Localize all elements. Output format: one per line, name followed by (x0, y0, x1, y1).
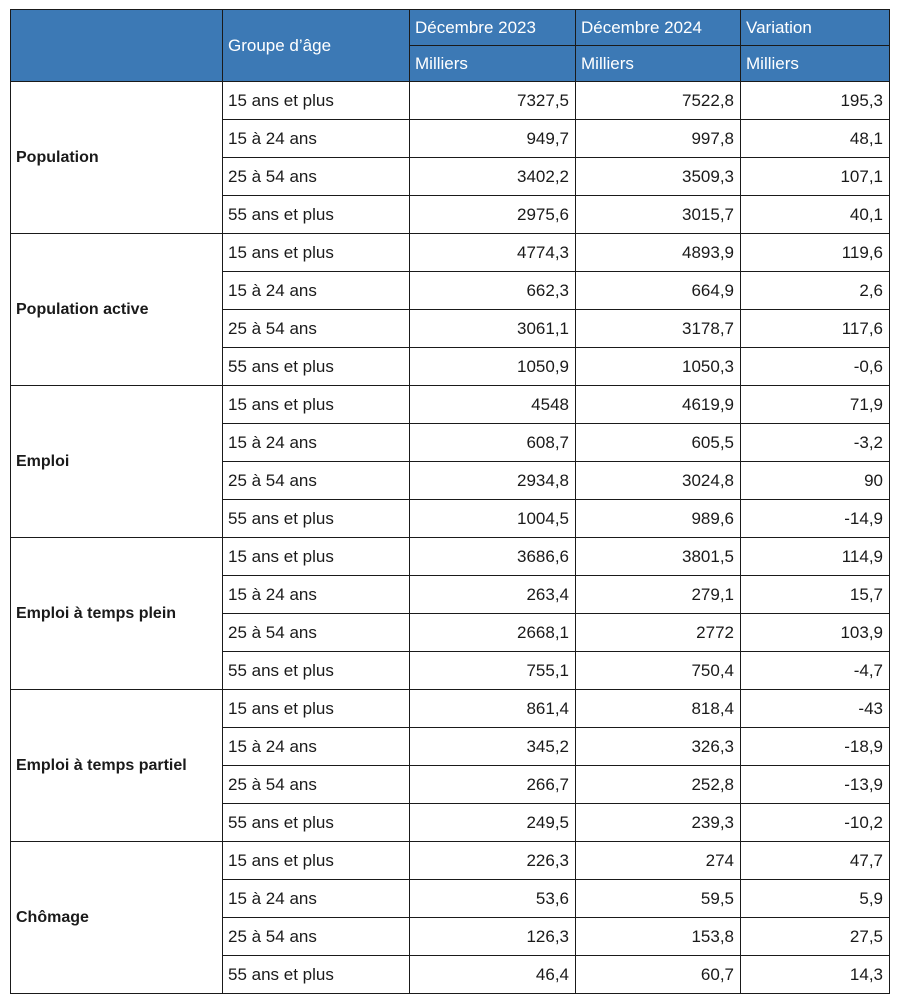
value-dec2023-cell: 266,7 (410, 766, 576, 804)
value-dec2023-cell: 345,2 (410, 728, 576, 766)
value-dec2024-cell: 4893,9 (576, 234, 741, 272)
value-variation-cell: -13,9 (741, 766, 890, 804)
value-dec2023-cell: 3402,2 (410, 158, 576, 196)
value-variation-cell: 103,9 (741, 614, 890, 652)
age-group-cell: 15 à 24 ans (223, 880, 410, 918)
table-header (11, 10, 890, 82)
age-group-cell: 15 ans et plus (223, 690, 410, 728)
value-dec2024-cell: 989,6 (576, 500, 741, 538)
age-group-cell: 15 ans et plus (223, 842, 410, 880)
age-group-cell: 15 à 24 ans (223, 576, 410, 614)
value-dec2024-cell: 3015,7 (576, 196, 741, 234)
value-dec2023-cell: 263,4 (410, 576, 576, 614)
value-variation-cell: 117,6 (741, 310, 890, 348)
value-variation-cell: 114,9 (741, 538, 890, 576)
value-variation-cell: -14,9 (741, 500, 890, 538)
value-dec2024-cell: 997,8 (576, 120, 741, 158)
value-dec2023-cell: 4548 (410, 386, 576, 424)
header-blank-cell (11, 10, 223, 82)
value-dec2023-cell: 949,7 (410, 120, 576, 158)
value-dec2024-cell: 3024,8 (576, 462, 741, 500)
value-variation-cell: 40,1 (741, 196, 890, 234)
value-variation-cell: 107,1 (741, 158, 890, 196)
value-dec2023-cell: 53,6 (410, 880, 576, 918)
header-row-titles (11, 10, 890, 46)
value-dec2024-cell: 274 (576, 842, 741, 880)
value-dec2024-cell: 326,3 (576, 728, 741, 766)
value-variation-cell: 47,7 (741, 842, 890, 880)
value-variation-cell: 71,9 (741, 386, 890, 424)
unit-dec2024: Milliers (576, 46, 741, 82)
table-body (11, 82, 890, 994)
age-group-cell: 15 ans et plus (223, 82, 410, 120)
value-variation-cell: -3,2 (741, 424, 890, 462)
category-label: Emploi (11, 386, 223, 538)
header-variation: Variation (741, 10, 890, 46)
table-row (11, 690, 890, 728)
table-row (11, 82, 890, 120)
age-group-cell: 55 ans et plus (223, 804, 410, 842)
value-dec2024-cell: 252,8 (576, 766, 741, 804)
value-variation-cell: -0,6 (741, 348, 890, 386)
value-variation-cell: 48,1 (741, 120, 890, 158)
value-dec2023-cell: 3686,6 (410, 538, 576, 576)
value-dec2023-cell: 662,3 (410, 272, 576, 310)
value-variation-cell: -10,2 (741, 804, 890, 842)
age-group-cell: 25 à 54 ans (223, 614, 410, 652)
value-dec2024-cell: 3509,3 (576, 158, 741, 196)
table-container (10, 9, 890, 994)
age-group-cell: 55 ans et plus (223, 956, 410, 994)
value-dec2024-cell: 1050,3 (576, 348, 741, 386)
value-dec2024-cell: 664,9 (576, 272, 741, 310)
category-label: Emploi à temps plein (11, 538, 223, 690)
value-variation-cell: 195,3 (741, 82, 890, 120)
age-group-cell: 15 ans et plus (223, 538, 410, 576)
table-row (11, 842, 890, 880)
value-variation-cell: -43 (741, 690, 890, 728)
age-group-cell: 55 ans et plus (223, 500, 410, 538)
value-dec2024-cell: 3801,5 (576, 538, 741, 576)
value-dec2023-cell: 3061,1 (410, 310, 576, 348)
header-age-group: Groupe d’âge (223, 10, 410, 82)
header-dec2023: Décembre 2023 (410, 10, 576, 46)
value-dec2023-cell: 1050,9 (410, 348, 576, 386)
category-label: Population active (11, 234, 223, 386)
value-dec2023-cell: 2934,8 (410, 462, 576, 500)
table-row (11, 538, 890, 576)
age-group-cell: 15 à 24 ans (223, 424, 410, 462)
value-dec2024-cell: 3178,7 (576, 310, 741, 348)
value-dec2023-cell: 4774,3 (410, 234, 576, 272)
value-variation-cell: 90 (741, 462, 890, 500)
value-dec2023-cell: 2975,6 (410, 196, 576, 234)
value-variation-cell: 119,6 (741, 234, 890, 272)
value-dec2024-cell: 605,5 (576, 424, 741, 462)
age-group-cell: 25 à 54 ans (223, 918, 410, 956)
age-group-cell: 15 à 24 ans (223, 120, 410, 158)
value-dec2023-cell: 249,5 (410, 804, 576, 842)
value-dec2024-cell: 4619,9 (576, 386, 741, 424)
table-row (11, 386, 890, 424)
age-group-cell: 25 à 54 ans (223, 310, 410, 348)
age-group-cell: 15 ans et plus (223, 234, 410, 272)
age-group-cell: 25 à 54 ans (223, 158, 410, 196)
value-dec2024-cell: 239,3 (576, 804, 741, 842)
value-variation-cell: 14,3 (741, 956, 890, 994)
age-group-cell: 25 à 54 ans (223, 766, 410, 804)
unit-dec2023: Milliers (410, 46, 576, 82)
value-dec2024-cell: 60,7 (576, 956, 741, 994)
value-variation-cell: 5,9 (741, 880, 890, 918)
value-dec2024-cell: 279,1 (576, 576, 741, 614)
value-dec2023-cell: 126,3 (410, 918, 576, 956)
value-variation-cell: -4,7 (741, 652, 890, 690)
value-dec2023-cell: 7327,5 (410, 82, 576, 120)
header-dec2024: Décembre 2024 (576, 10, 741, 46)
age-group-cell: 15 ans et plus (223, 386, 410, 424)
value-dec2024-cell: 59,5 (576, 880, 741, 918)
value-dec2024-cell: 2772 (576, 614, 741, 652)
value-dec2023-cell: 1004,5 (410, 500, 576, 538)
value-dec2024-cell: 750,4 (576, 652, 741, 690)
value-dec2024-cell: 818,4 (576, 690, 741, 728)
table-row (11, 234, 890, 272)
value-dec2024-cell: 153,8 (576, 918, 741, 956)
labour-force-table (10, 9, 890, 994)
category-label: Emploi à temps partiel (11, 690, 223, 842)
unit-variation: Milliers (741, 46, 890, 82)
value-variation-cell: 2,6 (741, 272, 890, 310)
age-group-cell: 15 à 24 ans (223, 728, 410, 766)
age-group-cell: 55 ans et plus (223, 348, 410, 386)
value-dec2023-cell: 226,3 (410, 842, 576, 880)
value-variation-cell: 27,5 (741, 918, 890, 956)
value-dec2024-cell: 7522,8 (576, 82, 741, 120)
value-variation-cell: -18,9 (741, 728, 890, 766)
value-dec2023-cell: 2668,1 (410, 614, 576, 652)
category-label: Chômage (11, 842, 223, 994)
age-group-cell: 15 à 24 ans (223, 272, 410, 310)
age-group-cell: 55 ans et plus (223, 196, 410, 234)
age-group-cell: 25 à 54 ans (223, 462, 410, 500)
value-dec2023-cell: 608,7 (410, 424, 576, 462)
value-dec2023-cell: 755,1 (410, 652, 576, 690)
value-dec2023-cell: 46,4 (410, 956, 576, 994)
value-dec2023-cell: 861,4 (410, 690, 576, 728)
category-label: Population (11, 82, 223, 234)
age-group-cell: 55 ans et plus (223, 652, 410, 690)
value-variation-cell: 15,7 (741, 576, 890, 614)
